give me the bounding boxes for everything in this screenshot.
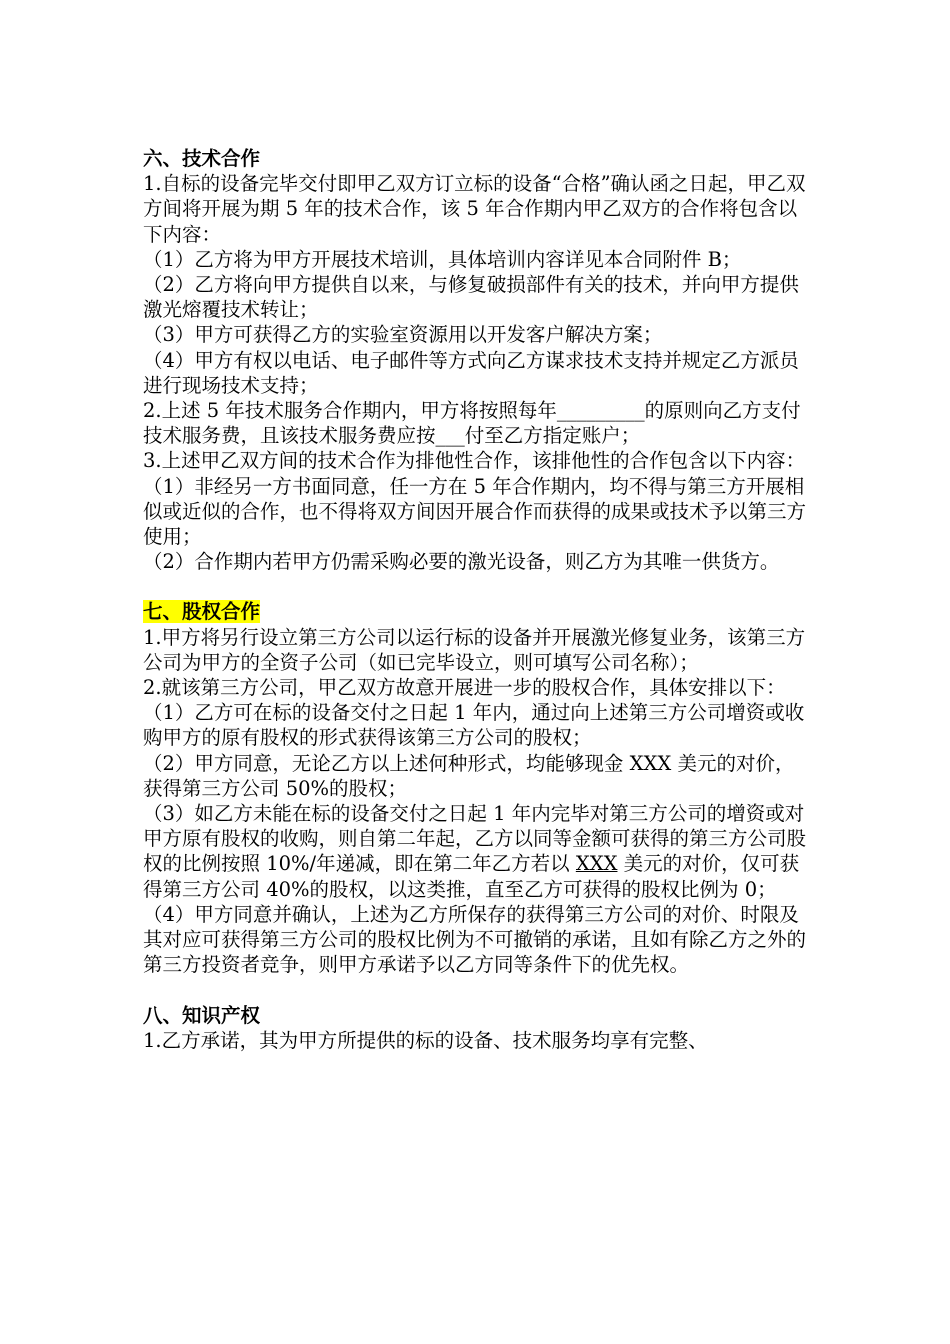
document-body bbox=[143, 146, 810, 1053]
spacer bbox=[143, 574, 810, 599]
paragraph: （4）甲方同意并确认，上述为乙方所保存的获得第三方公司的对价、时限及其对应可获得第三方公司的股权比例为不可撤销的承诺，且如有除乙方之外的第三方投资者竞争，则甲方承诺予以乙方同等条件下的优先权。 bbox=[143, 902, 807, 977]
fee-clause-text: 的原则向乙方支付技术服务费，且该技术服务费应按 bbox=[143, 399, 801, 448]
section-equity-cooperation bbox=[143, 599, 810, 977]
section-heading bbox=[143, 599, 810, 624]
paragraph: 1.甲方将另行设立第三方公司以运行标的设备并开展激光修复业务，该第三方公司为甲方的全资子公司（如已完毕设立，则可填写公司名称）； bbox=[143, 625, 806, 674]
paragraph: （1）非经另一方书面同意，任一方在 5 年合作期内，均不得与第三方开展相似或近似的合作，也不得将双方间因开展合作而获得的成果或技术予以第三方使用； bbox=[143, 474, 807, 549]
section-heading: 八、知识产权 bbox=[143, 1003, 261, 1027]
paragraph bbox=[143, 801, 810, 902]
paragraph: 3.上述甲乙双方间的技术合作为排他性合作，该排他性的合作包含以下内容： bbox=[143, 449, 806, 473]
paragraph: （2）甲方同意，无论乙方以上述何种形式，均能够现金 XXX 美元的对价，获得第三方公司 50%的股权； bbox=[143, 751, 795, 800]
paragraph: （3）甲方可获得乙方的实验室资源用以开发客户解决方案； bbox=[143, 323, 663, 347]
paragraph: （2）乙方将向甲方提供自以来，与修复破损部件有关的技术，并向甲方提供激光熔覆技术转让； bbox=[143, 273, 799, 322]
paragraph: （1）乙方将为甲方开展技术培训，具体培训内容详见本合同附件 B； bbox=[143, 247, 742, 271]
payment-blank: ___ bbox=[435, 424, 465, 448]
clause-text: 美元的对价，仅可获得第三方公司 40%的股权，以这类推，直至乙方可获得的股权比例为 0； bbox=[143, 852, 800, 901]
paragraph: （2）合作期内若甲方仍需采购必要的激光设备，则乙方为其唯一供货方。 bbox=[143, 550, 780, 574]
paragraph: 2.就该第三方公司，甲乙双方故意开展进一步的股权合作，具体安排以下： bbox=[143, 676, 786, 700]
clause-text: （3）如乙方未能在标的设备交付之日起 1 年内完毕对第三方公司的增资或对甲方原有股权的收购，则自第二年起，乙方以同等金额可获得的第三方公司股权的比例按照 10%/年递减，即在第二年乙方若以 bbox=[143, 802, 807, 876]
section-technical-cooperation bbox=[143, 146, 810, 574]
amount-placeholder: XXX bbox=[575, 852, 618, 876]
fee-blank: _________ bbox=[556, 399, 645, 423]
highlighted-heading: 七、股权合作 bbox=[143, 600, 261, 624]
fee-clause bbox=[143, 398, 810, 448]
paragraph: （1）乙方可在标的设备交付之日起 1 年内，通过向上述第三方公司增资或收购甲方的原有股权的形式获得该第三方公司的股权； bbox=[143, 701, 805, 750]
paragraph: （4）甲方有权以电话、电子邮件等方式向乙方谋求技术支持并规定乙方派员进行现场技术支持； bbox=[143, 348, 799, 397]
fee-clause-text: 2.上述 5 年技术服务合作期内，甲方将按照每年 bbox=[143, 399, 557, 423]
section-heading: 六、技术合作 bbox=[143, 147, 261, 170]
paragraph: 1.自标的设备完毕交付即甲乙双方订立标的设备“合格”确认函之日起，甲乙双方间将开展为期 5 年的技术合作，该 5 年合作期内甲乙双方的合作将包含以下内容： bbox=[143, 172, 806, 246]
fee-clause-text: 付至乙方指定账户； bbox=[464, 424, 641, 448]
section-intellectual-property bbox=[143, 1003, 810, 1053]
spacer bbox=[143, 978, 810, 1003]
paragraph: 1.乙方承诺，其为甲方所提供的标的设备、技术服务均享有完整、 bbox=[143, 1028, 708, 1052]
